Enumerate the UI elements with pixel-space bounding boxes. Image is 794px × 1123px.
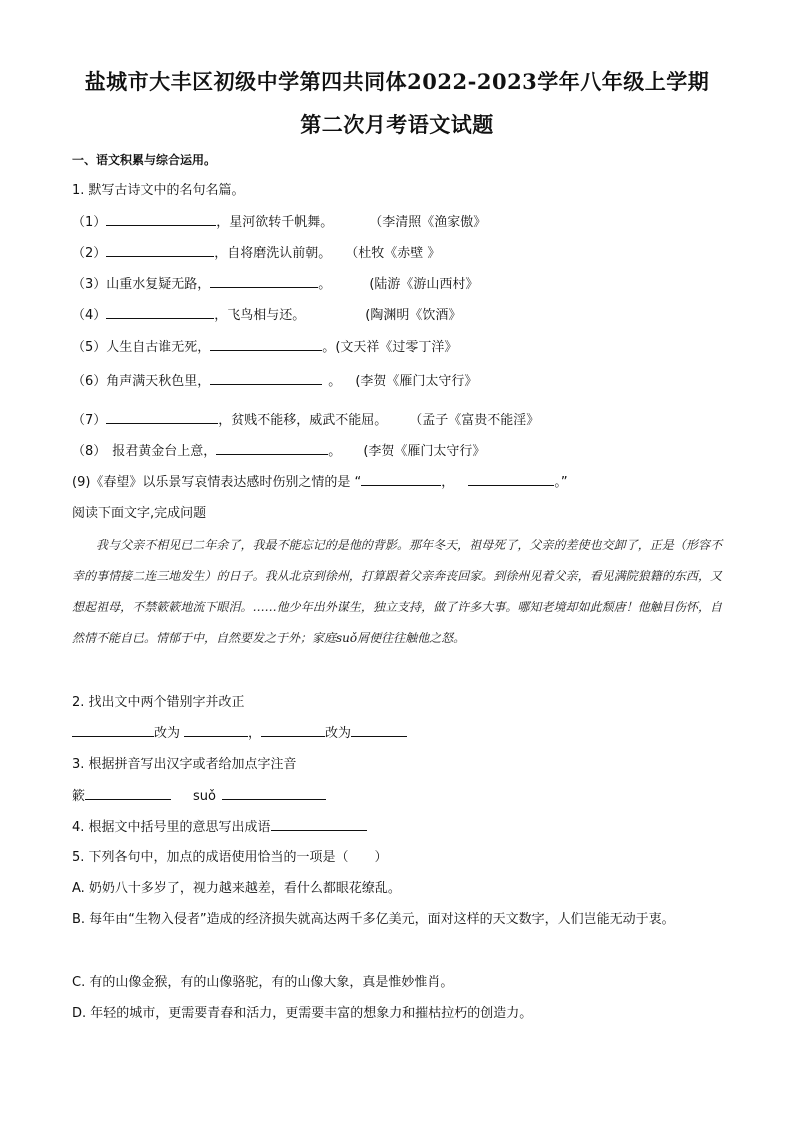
item-source: （杜牧《赤壁 》: [345, 246, 441, 261]
item-source: (李贺《雁门太守行》: [363, 444, 486, 459]
answer-blank[interactable]: [271, 818, 367, 831]
item-number: （1）: [72, 215, 107, 230]
item-source: (文天祥《过零丁洋》: [335, 340, 458, 355]
pinyin-label: suǒ: [193, 789, 216, 804]
item-text: 人生自古谁无死，: [106, 340, 211, 355]
item-source: （孟子《富贵不能淫》: [409, 413, 540, 428]
q2-prompt: 2. 找出文中两个错别字并改正: [72, 695, 245, 710]
item-text: 。: [322, 340, 336, 355]
reading-passage: [72, 530, 722, 654]
q1-item-3: [72, 275, 478, 294]
item-number: （6）: [72, 374, 107, 389]
answer-blank[interactable]: [106, 213, 216, 226]
item-text: ，贫贱不能移，威武不能屈。: [218, 413, 388, 428]
q1-item-1: [72, 213, 486, 232]
answer-blank[interactable]: [106, 244, 214, 257]
passage-text: 我与父亲不相见已二年余了，我最不能忘记的是他的背影。那年冬天，祖母死了，父亲的差使也交卸了，正是（形容不幸的事情接二连三地发生）的日子。我从北京到徐州，打算跟着父亲奔丧回家。到徐州见着父亲，看见满院狼籍的东西，又想起祖母，不禁簌簌地流下眼泪。……他少年出外谋生，独立支持，做了许多大事。哪知老境却如此颓唐！他触目伤怀，自然情不能自已。情郁于中，自然要发之于外；家庭suǒ屑便往往触他之怒。: [72, 538, 722, 645]
item-text: 。: [318, 277, 332, 292]
change-label: 改为: [154, 726, 181, 741]
q3-answer-row: [72, 787, 326, 806]
answer-blank[interactable]: [85, 787, 171, 800]
answer-blank[interactable]: [216, 442, 328, 455]
item-text: 角声满天秋色里，: [106, 374, 211, 389]
change-label: 改为: [325, 726, 352, 741]
item-text: 。”: [554, 475, 568, 490]
q5-prompt: 5. 下列各句中，加点的成语使用恰当的一项是（ ）: [72, 850, 388, 865]
item-text: 。: [328, 444, 342, 459]
section-heading: 一、语文积累与综合运用。: [72, 153, 217, 167]
item-text: (9)《春望》以乐景写哀情表达感时伤别之情的是 “: [72, 475, 362, 490]
item-source: (李贺《雁门太守行》: [355, 374, 478, 389]
q1-item-5: [72, 338, 457, 357]
q1-item-8: [72, 442, 485, 461]
item-text: ，星河欲转千帆舞。: [216, 215, 334, 230]
item-text: 。: [328, 374, 342, 389]
item-number: （7）: [72, 413, 107, 428]
item-text: ，飞鸟相与还。: [214, 308, 306, 323]
separator: ，: [248, 726, 262, 741]
item-number: （4）: [72, 308, 107, 323]
answer-blank[interactable]: [106, 306, 214, 319]
item-number: （2）: [72, 246, 107, 261]
item-source: (陶渊明《饮酒》: [365, 308, 462, 323]
q1-item-9: [72, 473, 568, 492]
q4-prompt: [72, 818, 367, 837]
q5-option-d: D. 年轻的城市，更需要青春和活力，更需要丰富的想象力和摧枯拉朽的创造力。: [72, 1006, 533, 1021]
item-text: ，自将磨洗认前朝。: [214, 246, 332, 261]
reading-instruction: 阅读下面文字,完成问题: [72, 506, 207, 521]
exam-title-line2: 第二次月考语文试题: [300, 112, 494, 137]
answer-blank[interactable]: [351, 724, 407, 737]
answer-blank[interactable]: [261, 724, 325, 737]
item-text: 山重水复疑无路，: [106, 277, 211, 292]
exam-title-line1: 盐城市大丰区初级中学第四共同体2022-2023学年八年级上学期: [84, 69, 710, 94]
answer-blank[interactable]: [210, 372, 322, 385]
char-label: 簌: [72, 789, 86, 804]
item-source: （李清照《渔家傲》: [369, 215, 487, 230]
q3-prompt: 3. 根据拼音写出汉字或者给加点字注音: [72, 757, 297, 772]
answer-blank[interactable]: [184, 724, 248, 737]
item-source: (陆游《游山西村》: [369, 277, 479, 292]
q1-item-4: [72, 306, 461, 325]
item-number: （5）: [72, 340, 107, 355]
answer-blank[interactable]: [106, 411, 218, 424]
item-number: （3）: [72, 277, 107, 292]
q1-item-7: [72, 411, 539, 430]
q4-text: 4. 根据文中括号里的意思写出成语: [72, 820, 271, 835]
q5-option-c: C. 有的山像金猴，有的山像骆驼，有的山像大象，真是惟妙惟肖。: [72, 975, 454, 990]
answer-blank[interactable]: [222, 787, 326, 800]
item-text: ，: [441, 475, 455, 490]
q5-option-b: B. 每年由“生物入侵者”造成的经济损失就高达两千多亿美元，面对这样的天文数字，人们岂能无动于衷。: [72, 912, 675, 927]
q5-option-a: A. 奶奶八十多岁了，视力越来越差，看什么都眼花缭乱。: [72, 881, 401, 896]
answer-blank[interactable]: [72, 724, 154, 737]
q1-prompt: 1. 默写古诗文中的名句名篇。: [72, 183, 245, 198]
q2-answer-row: [72, 724, 407, 743]
item-text: 报君黄金台上意，: [112, 444, 217, 459]
answer-blank[interactable]: [210, 275, 318, 288]
answer-blank[interactable]: [361, 473, 441, 486]
q1-item-6: [72, 372, 477, 391]
q1-item-2: [72, 244, 440, 263]
answer-blank[interactable]: [468, 473, 554, 486]
item-number: （8）: [72, 444, 107, 459]
answer-blank[interactable]: [210, 338, 322, 351]
